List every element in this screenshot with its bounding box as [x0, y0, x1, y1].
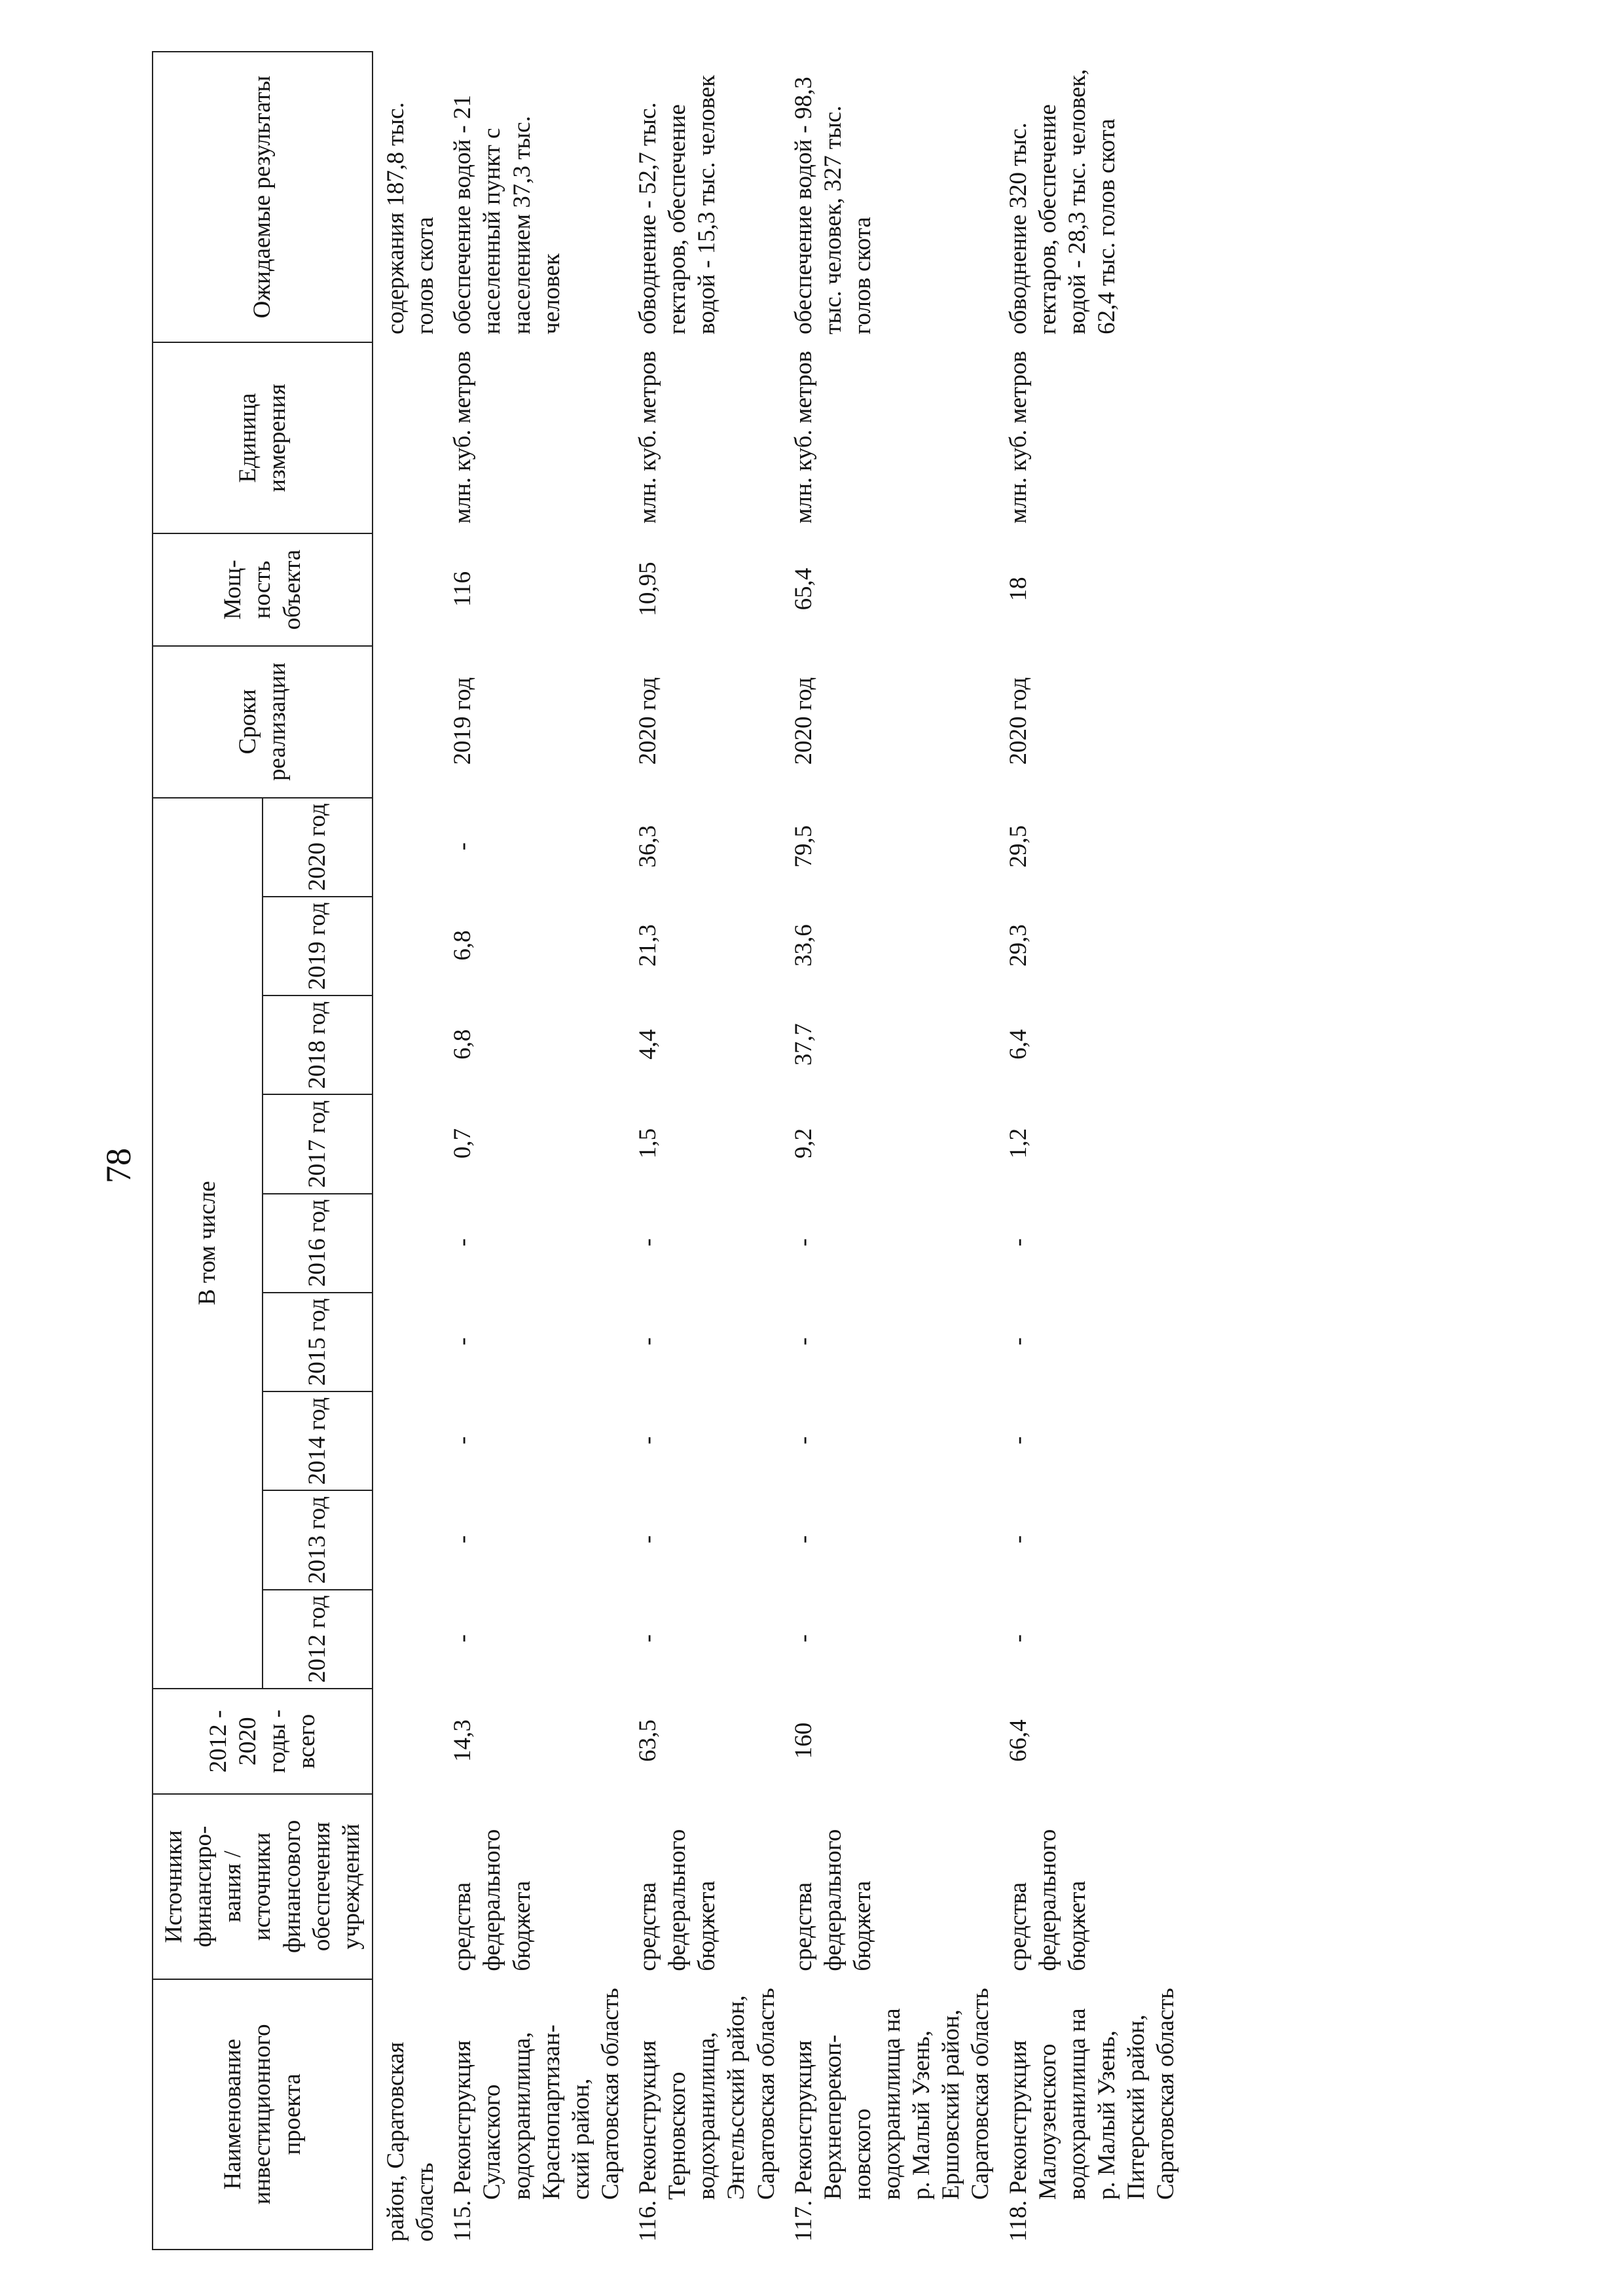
year-value: - [1004, 1535, 1032, 1544]
object-power: 18 [1004, 577, 1032, 601]
header-total: 2012 - 2020 годы - всего [153, 1689, 373, 1794]
project-name: 116. Реконструкция Терновского водохранилища, Энгельсский район, Саратовская область [634, 1988, 780, 2242]
total-value: 160 [790, 1722, 817, 1759]
object-power: 116 [449, 571, 477, 607]
implementation-period: 2020 год [634, 677, 661, 765]
funding-source: средства федерального бюджета [634, 1829, 721, 1971]
header-year: 2012 год [263, 1590, 373, 1689]
year-value: 33,6 [790, 924, 817, 967]
year-value: 0,7 [449, 1128, 477, 1159]
header-year: 2017 год [263, 1094, 373, 1193]
funding-source: средства федерального бюджета [790, 1829, 876, 1971]
header-unit: Единица измерения [153, 342, 373, 533]
project-name: 115. Реконструкция Сулакского водохранилища, Краснопартизан-ский район, Саратовская область [449, 1988, 624, 2242]
object-power: 65,4 [790, 567, 817, 611]
total-value: 63,5 [634, 1719, 661, 1762]
investment-projects-table [152, 51, 1180, 2250]
year-value: - [634, 1535, 661, 1544]
header-including: В том числе [153, 798, 263, 1689]
year-value: 29,3 [1004, 924, 1032, 967]
table-row-continuation [373, 52, 440, 2250]
year-value: - [634, 1337, 661, 1346]
measurement-unit: млн. куб. метров [1004, 351, 1032, 524]
year-value: 6,8 [449, 1029, 477, 1060]
funding-source: средства федерального бюджета [1004, 1829, 1091, 1971]
implementation-period: 2019 год [449, 677, 477, 765]
measurement-unit: млн. куб. метров [449, 351, 477, 524]
year-value: 36,3 [634, 825, 661, 868]
header-year: 2019 год [263, 897, 373, 996]
page-number: 78 [99, 1148, 138, 1183]
table-row [781, 52, 996, 2250]
table-row [625, 52, 781, 2250]
expected-results: обводнение - 52,7 тыс. гектаров, обеспечение водой - 15,3 тыс. человек [634, 75, 721, 334]
expected-results: обеспечение водой - 21 населенный пункт с населением 37,3 тыс. человек [449, 95, 565, 334]
header-year: 2014 год [263, 1391, 373, 1490]
year-value: - [790, 1634, 817, 1643]
header-year: 2013 год [263, 1490, 373, 1589]
year-value: - [449, 1535, 477, 1544]
funding-source: средства федерального бюджета [449, 1829, 536, 1971]
header-power: Мощ-ность объекта [153, 533, 373, 645]
year-value: - [634, 1436, 661, 1444]
year-value: - [634, 1238, 661, 1247]
year-value: - [449, 1238, 477, 1247]
year-value: - [449, 1337, 477, 1346]
year-value: 21,3 [634, 924, 661, 967]
measurement-unit: млн. куб. метров [790, 351, 817, 524]
year-value: 4,4 [634, 1029, 661, 1060]
total-value: 14,3 [449, 1719, 477, 1762]
year-value: - [449, 1634, 477, 1643]
expected-results: содержания 187,8 тыс. голов скота [382, 102, 439, 334]
implementation-period: 2020 год [1004, 677, 1032, 765]
year-value: - [790, 1535, 817, 1544]
header-year: 2016 год [263, 1194, 373, 1293]
header-name: Наименование инвестиционного проекта [153, 1979, 373, 2250]
year-value: - [1004, 1634, 1032, 1643]
year-value: - [1004, 1337, 1032, 1346]
year-value: 1,5 [634, 1128, 661, 1159]
measurement-unit: млн. куб. метров [634, 351, 661, 524]
year-value: 29,5 [1004, 825, 1032, 868]
header-year: 2020 год [263, 798, 373, 897]
year-value: 9,2 [790, 1128, 817, 1159]
year-value: 1,2 [1004, 1128, 1032, 1159]
year-value: 79,5 [790, 825, 817, 868]
project-name: 117. Реконструкция Верхнеперекоп-новского водохранилища на р. Малый Узень, Ершовский район, Саратовская область [790, 1988, 994, 2242]
table-row [440, 52, 625, 2250]
header-results: Ожидаемые результаты [153, 52, 373, 342]
total-value: 66,4 [1004, 1719, 1032, 1762]
table-row [996, 52, 1181, 2250]
year-value: - [634, 1634, 661, 1643]
header-sources: Источники финансиро-вания / источники финансового обеспечения учреждений [153, 1794, 373, 1979]
header-year: 2018 год [263, 996, 373, 1094]
object-power: 10,95 [634, 562, 661, 617]
year-value: - [790, 1238, 817, 1247]
implementation-period: 2020 год [790, 677, 817, 765]
year-value: - [1004, 1238, 1032, 1247]
header-period: Сроки реализации [153, 646, 373, 798]
year-value: 6,8 [449, 930, 477, 961]
project-name: район, Саратовская область [382, 2041, 439, 2242]
project-name: 118. Реконструкция Малоузенского водохранилища на р. Малый Узень, Питерский район, Саратовская область [1004, 1988, 1180, 2242]
year-value: - [790, 1337, 817, 1346]
year-value: - [1004, 1436, 1032, 1444]
year-value: 37,7 [790, 1023, 817, 1066]
expected-results: обеспечение водой - 98,3 тыс. человек, 327 тыс. голов скота [790, 77, 876, 334]
expected-results: обводнение 320 тыс. гектаров, обеспечение водой - 28,3 тыс. человек, 62,4 тыс. голов скота [1004, 69, 1120, 334]
year-value: 6,4 [1004, 1029, 1032, 1060]
year-value: - [449, 842, 477, 851]
year-value: - [790, 1436, 817, 1444]
year-value: - [449, 1436, 477, 1444]
header-year: 2015 год [263, 1293, 373, 1391]
